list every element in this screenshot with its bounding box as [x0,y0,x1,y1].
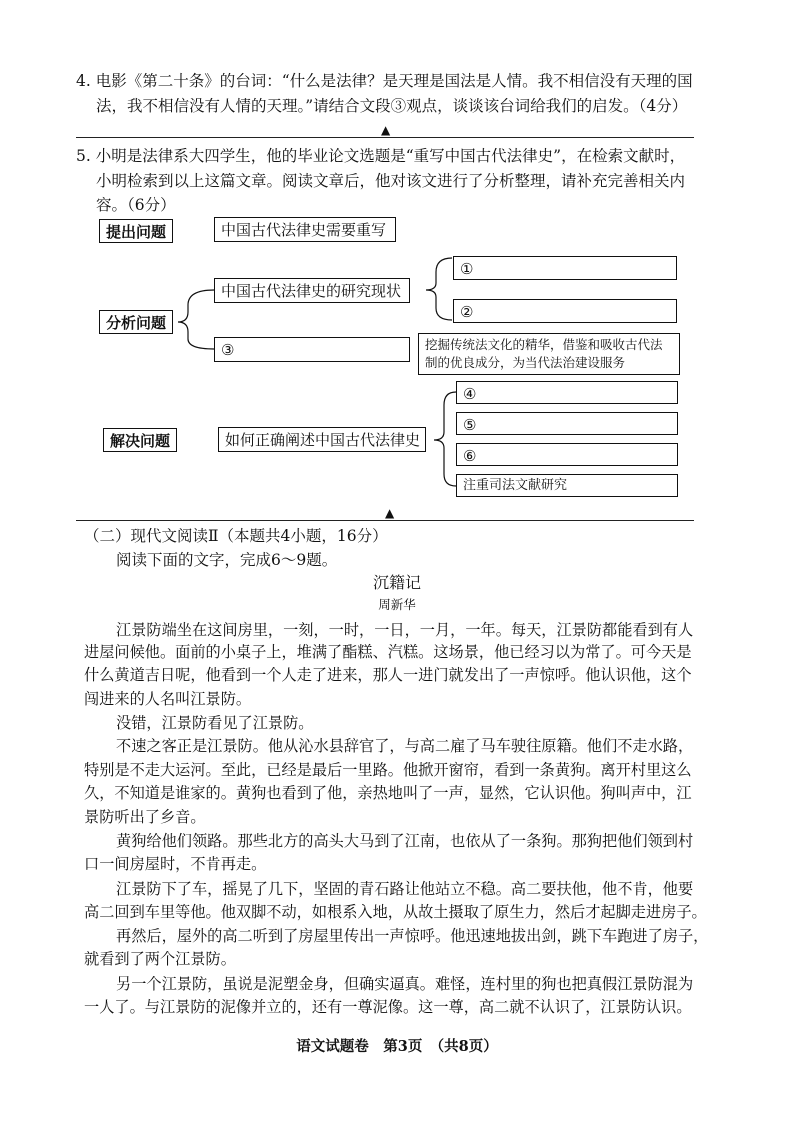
story-line: 就看到了两个江景防。 [84,950,236,968]
story-line: 一人了。与江景防的泥像并立的，还有一尊泥像。这一尊，高二就不认识了，江景防认识。 [84,998,692,1016]
story-line: 特别是不走大运河。至此，已经是最后一里路。他掀开窗帘，看到一条黄狗。离开村里这么 [84,761,692,779]
q5-line-2: 小明检索到以上这篇文章。阅读文章后，他对该文进行了分析整理，请补充完善相关内 [96,172,686,190]
story-line: 进屋问候他。面前的小桌子上，堆满了酯糕、汽糕。这场景，他已经习以为常了。可今天是 [84,643,692,661]
q4-line-2: 法，我不相信没有人情的天理。”请结合文段③观点，谈谈该台词给我们的启发。（4分） [96,97,688,115]
answer-marker: ▲ [385,506,395,520]
story-line: 再然后，屋外的高二听到了房屋里传出一声惊呼。他迅速地拔出剑，跳下车跑进了房子， [116,927,709,945]
analyze-main-box: 中国古代法律史的研究现状 [214,278,410,303]
blank-2-box: ② [453,299,677,323]
story-line: 什么黄道吉日呢，他看到一个人走了进来，那人一进门就发出了一声惊呼。他认识他，这个 [84,666,692,684]
section-heading: （二）现代文阅读Ⅱ（本题共4小题，16分） [84,527,388,545]
page-footer: 语文试题卷 第3页 （共8页） [296,1038,498,1055]
propose-problem-text: 中国古代法律史需要重写 [214,217,396,242]
blank-3-box: ③ [214,337,410,362]
q5-line-1: 5. 小明是法律系大四学生，他的毕业论文选题是“重写中国古代法律史”，在检索文献时， [76,147,686,165]
q5-line-3: 容。（6分） [96,196,176,214]
story-line: 江景防端坐在这间房里，一刻，一时，一日，一月，一年。每天，江景防都能看到有人 [116,621,694,639]
solve-main-box: 如何正确阐述中国古代法律史 [218,427,426,452]
story-line: 黄狗给他们领路。那些北方的高头大马到了江南，也依从了一条狗。那狗把他们领到村 [116,832,694,850]
story-line: 口一间房屋时，不肯再走。 [84,855,267,873]
story-line: 不速之客正是江景防。他从沁水县辞官了，与高二雇了马车驶往原籍。他们不走水路， [116,737,694,755]
analyze-side-box: 挖掘传统法文化的精华，借鉴和吸收古代法制的优良成分，为当代法治建设服务 [418,333,680,375]
story-line: 江景防下了车，摇晃了几下，坚固的青石路让他站立不稳。高二要扶他，他不肯，他要 [116,880,694,898]
divider [76,520,694,521]
blank-4-box: ④ [456,381,678,404]
blank-1-box: ① [453,256,677,280]
story-title: 沉籍记 [372,573,421,592]
story-line: 另一个江景防，虽说是泥塑金身，但确实逼真。难怪，连村里的狗也把真假江景防混为 [116,975,694,993]
solve-last-box: 注重司法文献研究 [456,474,678,497]
label-solve-problem: 解决问题 [103,428,177,452]
q4-line-1: 4. 电影《第二十条》的台词：“什么是法律？是天理是国法是人情。我不相信没有天理的国 [76,72,693,90]
story-line: 高二回到车里等他。他双脚不动，如根系入地，从故土摄取了原生力，然后才起脚走进房子。 [84,903,707,921]
story-line: 景防听出了乡音。 [84,808,206,826]
blank-5-box: ⑤ [456,412,678,435]
blank-6-box: ⑥ [456,443,678,466]
story-author: 周新华 [378,597,416,612]
label-analyze-problem: 分析问题 [99,310,173,334]
story-line: 闯进来的人名叫江景防。 [84,690,252,708]
story-line: 没错，江景防看见了江景防。 [116,714,314,732]
label-propose-problem: 提出问题 [99,219,173,243]
answer-marker: ▲ [381,123,391,137]
story-line: 久，不知道是谁家的。黄狗也看到了他，亲热地叫了一声，显然，它认识他。狗叫声中，江 [84,784,692,802]
section-instruction: 阅读下面的文字，完成6～9题。 [116,551,338,569]
